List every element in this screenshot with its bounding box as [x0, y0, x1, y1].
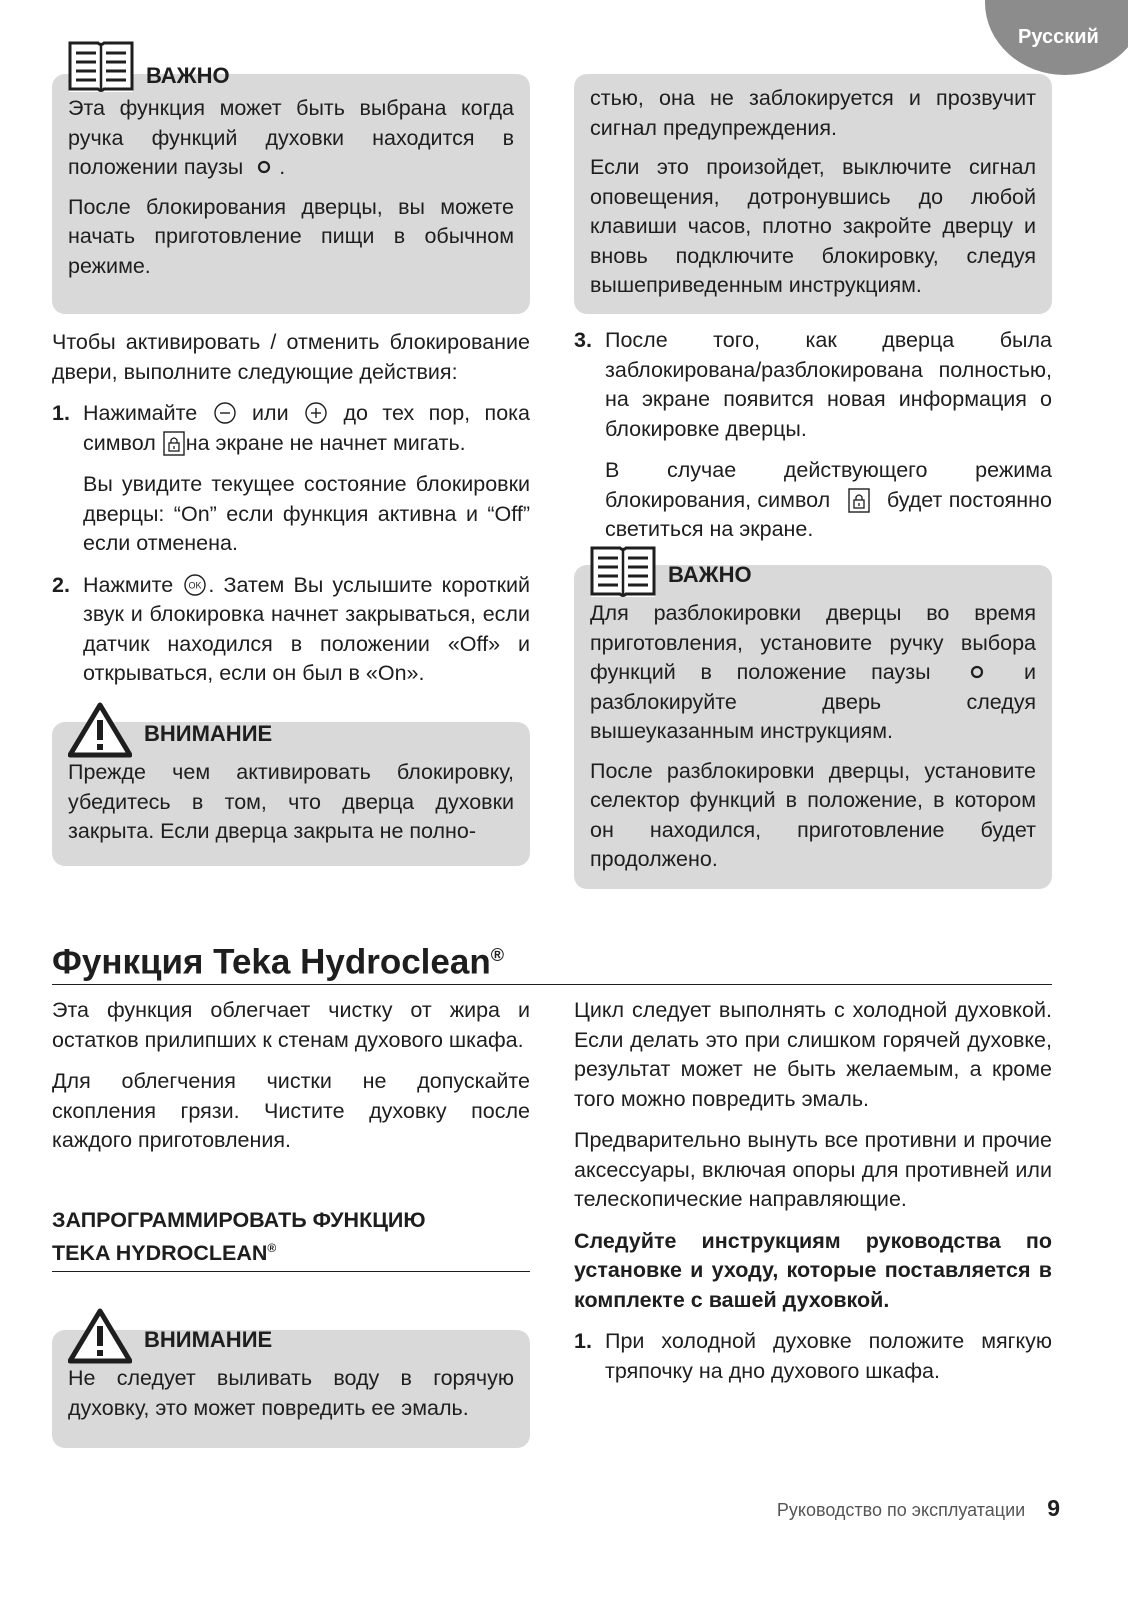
ok-button-icon	[182, 574, 208, 598]
list-item	[52, 399, 530, 571]
left-top-column	[52, 328, 530, 701]
paragraph: Цикл следует выполнять с холодной духовкой. Если делать это при слишком горячей духовке, результат может не быть желаемым, а кроме того можно повредить эмаль.	[574, 998, 1052, 1111]
page-number: 9	[1047, 1495, 1060, 1521]
important-box-header	[590, 551, 1036, 591]
page-footer	[700, 1495, 1060, 1522]
list-item	[52, 571, 530, 701]
language-label: Русский	[1018, 26, 1099, 48]
door-lock-icon	[162, 431, 186, 457]
step-number: 2.	[52, 572, 70, 597]
pause-icon	[249, 158, 279, 178]
book-icon	[590, 544, 656, 598]
step-number: 3.	[574, 328, 592, 352]
continuation-box	[574, 74, 1052, 314]
door-lock-icon	[837, 488, 881, 514]
warning-text: Не следует выливать воду в горячую духовку, это может повредить ее эмаль.	[68, 1366, 514, 1420]
continuation-text-1: стью, она не заблокируется и прозвучит сигнал предупреждения.	[590, 86, 1036, 140]
step-number: 1.	[52, 401, 70, 425]
paragraph: Для облегчения чистки не допускайте скопления грязи. Чистите духовку после каждого приготовления.	[52, 1069, 530, 1152]
step-3-text: После того, как дверца была заблокирована/разблокирована полностью, на экране появится новая информация о блокировке дверцы.	[605, 328, 1052, 441]
important-box	[52, 63, 530, 314]
warning-text: Прежде чем активировать блокировку, убедитесь в том, что дверца духовки закрыта. Если дверца закрыта не полно-	[68, 760, 514, 843]
important-title: ВАЖНО	[668, 562, 752, 587]
manual-title: Руководство по эксплуатации	[776, 1500, 1026, 1520]
section-title: Функция Teka Hydroclean®	[52, 935, 1052, 985]
warning-box-header	[68, 1316, 514, 1356]
important-box-header	[68, 46, 514, 86]
warning-box	[52, 722, 530, 866]
pause-icon	[955, 663, 999, 683]
warning-title: ВНИМАНИЕ	[144, 1327, 273, 1352]
left-bottom-column	[52, 996, 530, 1272]
continuation-text-2: Если это произойдет, выключите сигнал оповещения, дотронувшись до любой клавиши часов, плотно закройте дверцу и вновь подключите блокировку, следуя вышеприведенным инструкциям.	[590, 155, 1036, 297]
warning-icon	[68, 1308, 132, 1364]
warning-box	[52, 1327, 530, 1448]
step-1-text: Нажимайте или до тех пор, пока символ на экране не начнет мигать.	[83, 399, 530, 458]
right-top-column	[574, 326, 1052, 557]
paragraph: Предварительно вынуть все противни и прочие аксессуары, включая опоры для противней или телескопические направляющие.	[574, 1128, 1052, 1211]
step-3-note: В случае действующего режима блокирования, символ будет постоянно светиться на экране.	[605, 458, 1052, 541]
step-text: При холодной духовке положите мягкую тряпочку на дно духового шкафа.	[605, 1329, 1052, 1383]
list-item	[574, 1327, 1052, 1398]
subsection-title: ЗАПРОГРАММИРОВАТЬ ФУНКЦИЮ TEKA HYDROCLEAN®	[52, 1206, 530, 1272]
intro-text: Чтобы активировать / отменить блокирование двери, выполните следующие действия:	[52, 330, 530, 384]
plus-button-icon	[303, 402, 329, 426]
minus-button-icon	[212, 402, 238, 426]
warning-title: ВНИМАНИЕ	[144, 721, 273, 746]
list-item	[574, 326, 1052, 557]
important-text-2: После разблокировки дверцы, установите селектор функций в положение, в котором он находился, приготовление будет продолжено.	[590, 758, 1036, 871]
important-title: ВАЖНО	[146, 63, 230, 88]
right-bottom-column	[574, 996, 1052, 1398]
paragraph: Эта функция облегчает чистку от жира и остатков прилипших к стенам духового шкафа.	[52, 998, 530, 1052]
step-1-note: Вы увидите текущее состояние блокировки дверцы: “On” если функция активна и “Off” если отменена.	[83, 472, 530, 555]
svg-text:OK: OK	[188, 580, 202, 591]
step-number: 1.	[574, 1329, 592, 1353]
important-text-2: После блокирования дверцы, вы можете начать приготовление пищи в обычном режиме.	[68, 194, 514, 278]
book-icon	[68, 39, 134, 93]
step-2-text: Нажмите OK . Затем Вы услышите короткий звук и блокировка начнет закрываться, если датчик находился в положении «Off» и открываться, если он был в «On».	[83, 572, 530, 685]
important-text-1: Для разблокировки дверцы во время приготовления, установите ручку выбора функций в положение паузы и разблокируйте дверь следуя вышеуказанным инструкциям.	[590, 601, 1036, 743]
warning-icon	[68, 702, 132, 758]
bold-instruction: Следуйте инструкциям руководства по установке и уходу, которые поставляется в комплекте с вашей духовкой.	[574, 1228, 1052, 1312]
warning-box-header	[68, 710, 514, 750]
important-text-1: Эта функция может быть выбрана когда ручка функций духовки находится в положении паузы .	[68, 96, 514, 179]
important-box	[574, 562, 1052, 889]
